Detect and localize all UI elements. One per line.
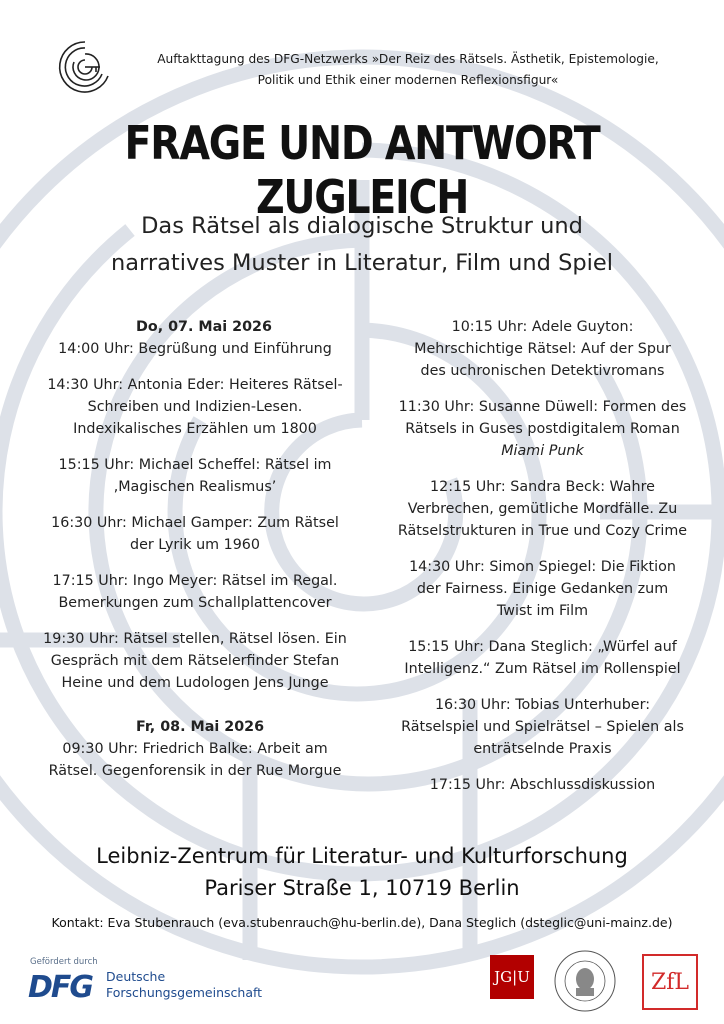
program-item-line: 16:30 Uhr: Tobias Unterhuber: bbox=[434, 697, 651, 713]
program-item bbox=[370, 476, 715, 542]
program-item bbox=[20, 738, 370, 782]
program-item-line: Twist im Film bbox=[496, 603, 589, 619]
program-item bbox=[370, 774, 715, 796]
program-item bbox=[20, 374, 370, 440]
program-item-line: der Fairness. Einige Gedanken zum bbox=[416, 581, 669, 597]
program-item-line: 12:15 Uhr: Sandra Beck: Wahre bbox=[430, 479, 655, 495]
dfg-logo: DFG bbox=[28, 970, 93, 1005]
day2-event-list-right bbox=[370, 316, 715, 796]
network-logo bbox=[54, 36, 116, 98]
program-item-line: Heine und dem Ludologen Jens Junge bbox=[61, 675, 329, 691]
network-line-1: Auftakttagung des DFG-Netzwerks »Der Reiz des Rätsels. Ästhetik, Epistemologie, bbox=[157, 52, 659, 66]
program-item bbox=[20, 338, 370, 360]
venue-name: Leibniz-Zentrum für Literatur- und Kulturforschung bbox=[96, 844, 628, 868]
program-item-line: 17:15 Uhr: Ingo Meyer: Rätsel im Regal. bbox=[52, 573, 338, 589]
program-item-line: 16:30 Uhr: Michael Gamper: Zum Rätsel bbox=[51, 515, 339, 531]
day1-event-list bbox=[20, 338, 370, 694]
jgu-logo: JG|U bbox=[490, 955, 534, 999]
program-item bbox=[370, 556, 715, 622]
day2-event-list-left bbox=[20, 738, 370, 782]
venue-address: Pariser Straße 1, 10719 Berlin bbox=[204, 876, 520, 900]
network-line-2: Politik und Ethik einer modernen Reflexionsfigur« bbox=[257, 73, 559, 87]
program-item-line: 10:15 Uhr: Adele Guyton: bbox=[451, 319, 634, 335]
page-title: FRAGE UND ANTWORT ZUGLEICH bbox=[124, 116, 600, 224]
program-item bbox=[20, 628, 370, 694]
program-item bbox=[370, 636, 715, 680]
program-item-line: Verbrechen, gemütliche Mordfälle. Zu bbox=[407, 501, 678, 517]
program-item-line: 09:30 Uhr: Friedrich Balke: Arbeit am bbox=[62, 741, 328, 757]
program-item-line: Rätselstrukturen in True und Cozy Crime bbox=[397, 523, 688, 539]
subtitle-line-2: narratives Muster in Literatur, Film und Spiel bbox=[110, 250, 614, 276]
contact-line: Kontakt: Eva Stubenrauch (eva.stubenrauch@hu-berlin.de), Dana Steglich (dsteglic@uni-mainz.de) bbox=[51, 915, 673, 930]
funded-by-label: Gefördert durch bbox=[30, 957, 98, 967]
program-item-line: des uchronischen Detektivromans bbox=[420, 363, 665, 379]
program-item bbox=[370, 316, 715, 382]
program-item bbox=[20, 512, 370, 556]
program-item-line: Bemerkungen zum Schallplattencover bbox=[58, 595, 332, 611]
humboldt-university-seal bbox=[552, 948, 618, 1014]
program-item bbox=[20, 570, 370, 614]
program-item-line: Intelligenz.“ Zum Rätsel im Rollenspiel bbox=[404, 661, 681, 677]
dfg-name-line-2: Forschungsgemeinschaft bbox=[106, 985, 263, 1000]
program-item-line: 14:30 Uhr: Simon Spiegel: Die Fiktion bbox=[409, 559, 676, 575]
day-heading-1: Do, 07. Mai 2026 bbox=[136, 319, 272, 335]
program-item bbox=[20, 454, 370, 498]
program-item-line: 11:30 Uhr: Susanne Düwell: Formen des bbox=[398, 399, 687, 415]
program-item-line: Indexikalisches Erzählen um 1800 bbox=[73, 421, 317, 437]
zfl-logo: ZfL bbox=[642, 954, 698, 1010]
program-item-line: 15:15 Uhr: Dana Steglich: „Würfel auf bbox=[408, 639, 677, 655]
program-item-line: Miami Punk bbox=[501, 443, 584, 459]
subtitle-line-1: Das Rätsel als dialogische Struktur und bbox=[141, 213, 583, 239]
program-item bbox=[370, 694, 715, 760]
program-item-line: 14:00 Uhr: Begrüßung und Einführung bbox=[58, 341, 332, 357]
program-item-line: ‚Magischen Realismus’ bbox=[113, 479, 277, 495]
program-item-line: Rätsels in Guses postdigitalem Roman bbox=[405, 421, 680, 437]
program-item-line: 14:30 Uhr: Antonia Eder: Heiteres Rätsel- bbox=[47, 377, 343, 393]
program-item-line: Schreiben und Indizien-Lesen. bbox=[87, 399, 303, 415]
dfg-name-line-1: Deutsche bbox=[106, 969, 166, 984]
subtitle bbox=[0, 208, 724, 282]
program-item-line: Rätselspiel und Spielrätsel – Spielen als bbox=[401, 719, 684, 735]
program-item bbox=[370, 396, 715, 462]
network-intro-text bbox=[128, 49, 688, 91]
program-item-line: 17:15 Uhr: Abschlussdiskussion bbox=[429, 777, 656, 793]
venue bbox=[0, 840, 724, 904]
program-item-line: 19:30 Uhr: Rätsel stellen, Rätsel lösen. Ein bbox=[43, 631, 347, 647]
program-item-line: Mehrschichtige Rätsel: Auf der Spur bbox=[414, 341, 671, 357]
dfg-name bbox=[106, 969, 262, 1001]
program-item-line: der Lyrik um 1960 bbox=[130, 537, 260, 553]
program-item-line: 15:15 Uhr: Michael Scheffel: Rätsel im bbox=[58, 457, 332, 473]
program-item-line: enträtselnde Praxis bbox=[473, 741, 612, 757]
program-item-line: Rätsel. Gegenforensik in der Rue Morgue bbox=[48, 763, 342, 779]
program-left-column bbox=[20, 316, 370, 782]
day-heading-2: Fr, 08. Mai 2026 bbox=[136, 719, 265, 735]
program-item-line: Gespräch mit dem Rätselerfinder Stefan bbox=[50, 653, 340, 669]
program-right-column bbox=[370, 316, 715, 796]
